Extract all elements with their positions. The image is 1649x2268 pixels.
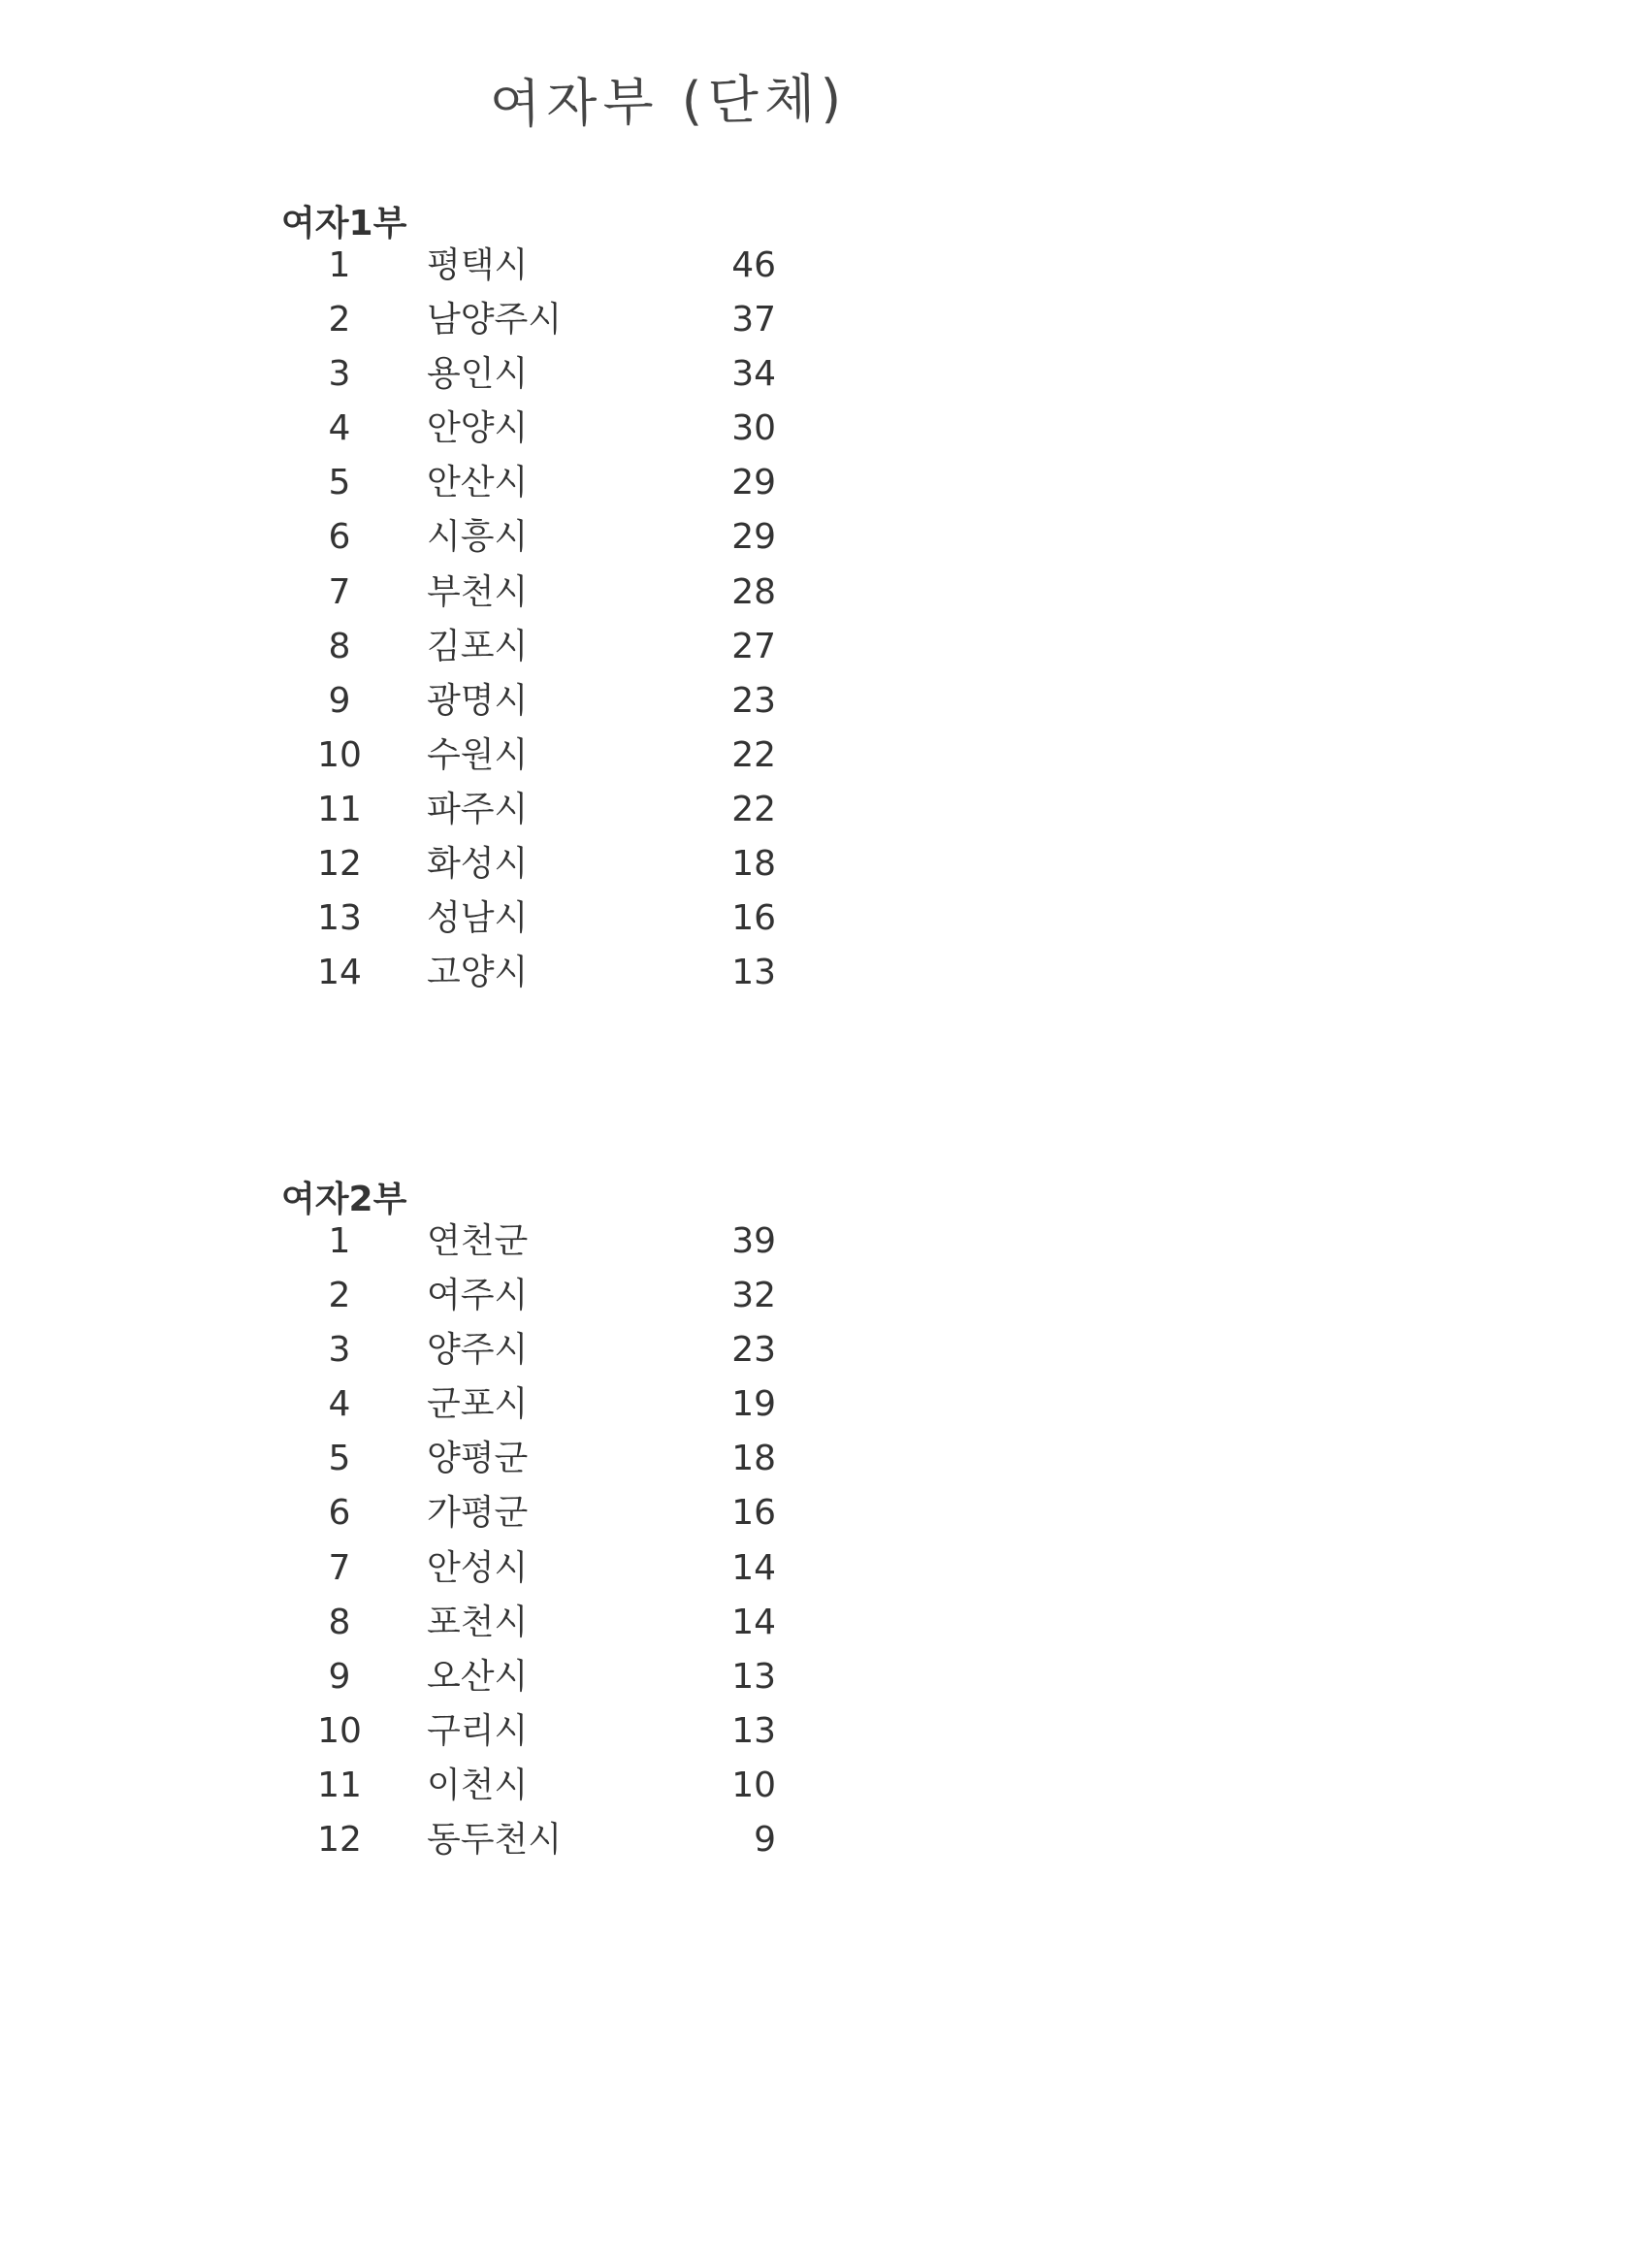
score: 18 xyxy=(731,1439,776,1479)
rank-number xyxy=(291,1323,378,1377)
rank-number xyxy=(291,946,378,1000)
rank-number xyxy=(291,620,378,674)
ranking-row xyxy=(0,946,970,1000)
rank-number xyxy=(291,674,378,729)
ranking-row xyxy=(0,891,970,946)
city-name: 광명시 xyxy=(427,680,529,721)
score: 16 xyxy=(731,898,776,939)
rank-number xyxy=(291,566,378,620)
city-name: 수원시 xyxy=(427,734,529,775)
score: 37 xyxy=(731,300,776,340)
city-name: 고양시 xyxy=(427,953,529,993)
ranking-row xyxy=(0,1704,970,1759)
score: 32 xyxy=(731,1276,776,1316)
score: 16 xyxy=(731,1493,776,1534)
ranking-row xyxy=(0,783,970,837)
city-name: 안양시 xyxy=(427,408,529,449)
ranking-row xyxy=(0,1432,970,1486)
rank-number-text: 7 xyxy=(328,1547,351,1588)
rank-number xyxy=(291,1759,378,1813)
rank-number xyxy=(291,1215,378,1269)
city-name: 부천시 xyxy=(427,571,529,612)
score: 13 xyxy=(731,953,776,993)
rank-number xyxy=(291,293,378,347)
rank-number-text: 10 xyxy=(317,734,362,775)
score: 9 xyxy=(754,1820,776,1861)
score: 28 xyxy=(731,571,776,612)
ranking-row xyxy=(0,1813,970,1867)
rank-number xyxy=(291,456,378,510)
rank-number-text: 4 xyxy=(328,408,351,449)
ranking-list xyxy=(0,239,970,1000)
score: 46 xyxy=(731,245,776,285)
score: 23 xyxy=(731,680,776,721)
ranking-row xyxy=(0,456,970,510)
city-name: 오산시 xyxy=(427,1656,529,1697)
rank-number-text: 6 xyxy=(328,517,351,558)
ranking-row xyxy=(0,1596,970,1650)
rank-number xyxy=(291,1269,378,1323)
rank-number-text: 3 xyxy=(328,354,351,395)
city-name: 이천시 xyxy=(427,1765,529,1805)
score: 13 xyxy=(731,1710,776,1751)
rank-number-text: 1 xyxy=(328,245,351,285)
rank-number xyxy=(291,1650,378,1704)
rank-number-text: 1 xyxy=(328,1221,351,1261)
ranking-row xyxy=(0,347,970,402)
section-heading: 여자2부 xyxy=(281,1180,407,1219)
city-name: 남양주시 xyxy=(427,300,563,340)
score: 10 xyxy=(731,1765,776,1805)
rank-number-text: 12 xyxy=(317,1820,362,1861)
score: 30 xyxy=(731,408,776,449)
rank-number xyxy=(291,729,378,783)
ranking-row xyxy=(0,1541,970,1596)
ranking-row xyxy=(0,1323,970,1377)
city-name: 용인시 xyxy=(427,354,529,395)
city-name: 양주시 xyxy=(427,1330,529,1371)
ranking-row xyxy=(0,1215,970,1269)
rank-number-text: 5 xyxy=(328,463,351,503)
ranking-row xyxy=(0,1377,970,1432)
city-name: 구리시 xyxy=(427,1710,529,1751)
rank-number xyxy=(291,1541,378,1596)
city-name: 연천군 xyxy=(427,1221,529,1261)
rank-number xyxy=(291,1432,378,1486)
score: 29 xyxy=(731,517,776,558)
rank-number-text: 11 xyxy=(317,789,362,829)
city-name: 가평군 xyxy=(427,1493,529,1534)
page-title: 여자부 (단체) xyxy=(489,67,848,136)
score: 13 xyxy=(731,1656,776,1697)
ranking-row xyxy=(0,402,970,456)
city-name: 화성시 xyxy=(427,844,529,885)
rank-number xyxy=(291,1704,378,1759)
rank-number-text: 8 xyxy=(328,626,351,666)
rank-number-text: 12 xyxy=(317,844,362,885)
score: 34 xyxy=(731,354,776,395)
city-name: 성남시 xyxy=(427,898,529,939)
rank-number xyxy=(291,891,378,946)
rank-number xyxy=(291,402,378,456)
ranking-row xyxy=(0,1269,970,1323)
rank-number xyxy=(291,783,378,837)
rank-number xyxy=(291,1813,378,1867)
score: 22 xyxy=(731,789,776,829)
ranking-row xyxy=(0,729,970,783)
rank-number xyxy=(291,837,378,891)
score: 27 xyxy=(731,626,776,666)
score: 39 xyxy=(731,1221,776,1261)
city-name: 양평군 xyxy=(427,1439,529,1479)
city-name: 포천시 xyxy=(427,1602,529,1642)
ranking-row xyxy=(0,566,970,620)
rank-number-text: 8 xyxy=(328,1602,351,1642)
score: 14 xyxy=(731,1547,776,1588)
ranking-row xyxy=(0,620,970,674)
rank-number xyxy=(291,510,378,565)
rank-number xyxy=(291,1377,378,1432)
city-name: 동두천시 xyxy=(427,1820,563,1861)
rank-number-text: 14 xyxy=(317,953,362,993)
ranking-row xyxy=(0,1650,970,1704)
city-name: 평택시 xyxy=(427,245,529,285)
city-name: 안성시 xyxy=(427,1547,529,1588)
ranking-row xyxy=(0,1759,970,1813)
rank-number-text: 10 xyxy=(317,1710,362,1751)
rank-number-text: 2 xyxy=(328,300,351,340)
score: 19 xyxy=(731,1384,776,1425)
rank-number-text: 9 xyxy=(328,680,351,721)
score: 23 xyxy=(731,1330,776,1371)
ranking-row xyxy=(0,239,970,293)
rank-number-text: 6 xyxy=(328,1493,351,1534)
city-name: 군포시 xyxy=(427,1384,529,1425)
city-name: 시흥시 xyxy=(427,517,529,558)
rank-number-text: 2 xyxy=(328,1276,351,1316)
ranking-list xyxy=(0,1215,970,1867)
rank-number-text: 4 xyxy=(328,1384,351,1425)
rank-number xyxy=(291,347,378,402)
ranking-row xyxy=(0,837,970,891)
rank-number xyxy=(291,1596,378,1650)
ranking-row xyxy=(0,1486,970,1540)
score: 22 xyxy=(731,734,776,775)
rank-number-text: 7 xyxy=(328,571,351,612)
rank-number xyxy=(291,239,378,293)
rank-number-text: 3 xyxy=(328,1330,351,1371)
ranking-row xyxy=(0,293,970,347)
rank-number xyxy=(291,1486,378,1540)
city-name: 여주시 xyxy=(427,1276,529,1316)
ranking-row xyxy=(0,510,970,565)
ranking-row xyxy=(0,674,970,729)
rank-number-text: 11 xyxy=(317,1765,362,1805)
city-name: 안산시 xyxy=(427,463,529,503)
city-name: 김포시 xyxy=(427,626,529,666)
score: 29 xyxy=(731,463,776,503)
city-name: 파주시 xyxy=(427,789,529,829)
rank-number-text: 9 xyxy=(328,1656,351,1697)
rank-number-text: 13 xyxy=(317,898,362,939)
section-heading: 여자1부 xyxy=(281,204,407,243)
score: 18 xyxy=(731,844,776,885)
rank-number-text: 5 xyxy=(328,1439,351,1479)
score: 14 xyxy=(731,1602,776,1642)
